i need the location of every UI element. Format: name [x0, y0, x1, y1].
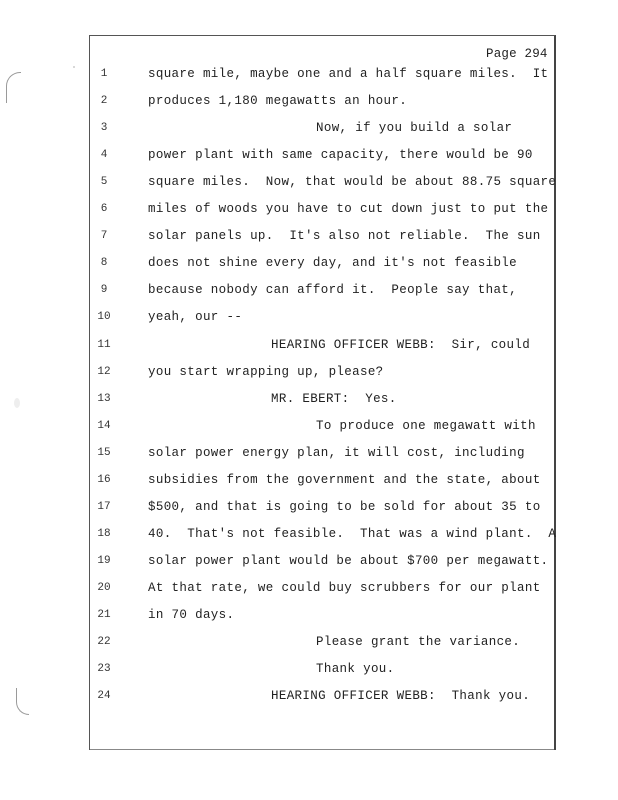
bottom-rule — [90, 749, 554, 750]
line-text: square miles. Now, that would be about 88.75 square — [148, 175, 557, 189]
line-number: 3 — [100, 122, 108, 134]
line-number: 11 — [97, 339, 111, 351]
line-text: HEARING OFFICER WEBB: Thank you. — [271, 689, 531, 703]
line-number: 1 — [100, 68, 108, 80]
line-text: To produce one megawatt with — [316, 419, 536, 433]
line-text: yeah, our -- — [148, 310, 243, 324]
line-text: MR. EBERT: Yes. — [271, 392, 397, 406]
line-text: 40. That's not feasible. That was a wind plant. A — [148, 527, 557, 541]
line-number: 10 — [97, 311, 111, 323]
line-text: solar power energy plan, it will cost, including — [148, 446, 525, 460]
punch-hole-mark-bottom — [16, 688, 29, 715]
line-number: 8 — [100, 257, 108, 269]
line-number: 12 — [97, 366, 111, 378]
line-text: solar power plant would be about $700 per megawatt. — [148, 554, 549, 568]
line-text: HEARING OFFICER WEBB: Sir, could — [271, 338, 531, 352]
line-number: 7 — [100, 230, 108, 242]
line-number: 4 — [100, 149, 108, 161]
line-number: 19 — [97, 555, 111, 567]
line-number: 13 — [97, 393, 111, 405]
line-text: Now, if you build a solar — [316, 121, 513, 135]
line-number: 21 — [97, 609, 111, 621]
line-text: power plant with same capacity, there would be 90 — [148, 148, 533, 162]
line-text: solar panels up. It's also not reliable. The sun — [148, 229, 541, 243]
line-text: square mile, maybe one and a half square miles. It — [148, 67, 549, 81]
line-number: 18 — [97, 528, 111, 540]
line-number: 17 — [97, 501, 111, 513]
line-text: Please grant the variance. — [316, 635, 521, 649]
line-number: 22 — [97, 636, 111, 648]
line-text: does not shine every day, and it's not feasible — [148, 256, 518, 270]
line-text: $500, and that is going to be sold for about 35 to — [148, 500, 541, 514]
line-text: because nobody can afford it. People say that, — [148, 283, 518, 297]
punch-hole-mark-top — [6, 72, 21, 103]
scan-speck — [73, 66, 75, 68]
line-text: subsidies from the government and the state, about — [148, 473, 541, 487]
line-number: 2 — [100, 95, 108, 107]
line-text: miles of woods you have to cut down just to put the — [148, 202, 549, 216]
line-number: 20 — [97, 582, 111, 594]
line-number: 24 — [97, 690, 111, 702]
line-text: Thank you. — [316, 662, 395, 676]
scan-speck — [14, 398, 20, 408]
line-number: 9 — [100, 284, 108, 296]
line-text: produces 1,180 megawatts an hour. — [148, 94, 408, 108]
line-number: 5 — [100, 176, 108, 188]
line-text: At that rate, we could buy scrubbers for our plant — [148, 581, 541, 595]
line-number: 23 — [97, 663, 111, 675]
line-text: you start wrapping up, please? — [148, 365, 384, 379]
line-number: 14 — [97, 420, 111, 432]
line-text: in 70 days. — [148, 608, 235, 622]
line-number: 16 — [97, 474, 111, 486]
page-number: Page 294 — [486, 47, 548, 61]
line-number: 15 — [97, 447, 111, 459]
line-number: 6 — [100, 203, 108, 215]
